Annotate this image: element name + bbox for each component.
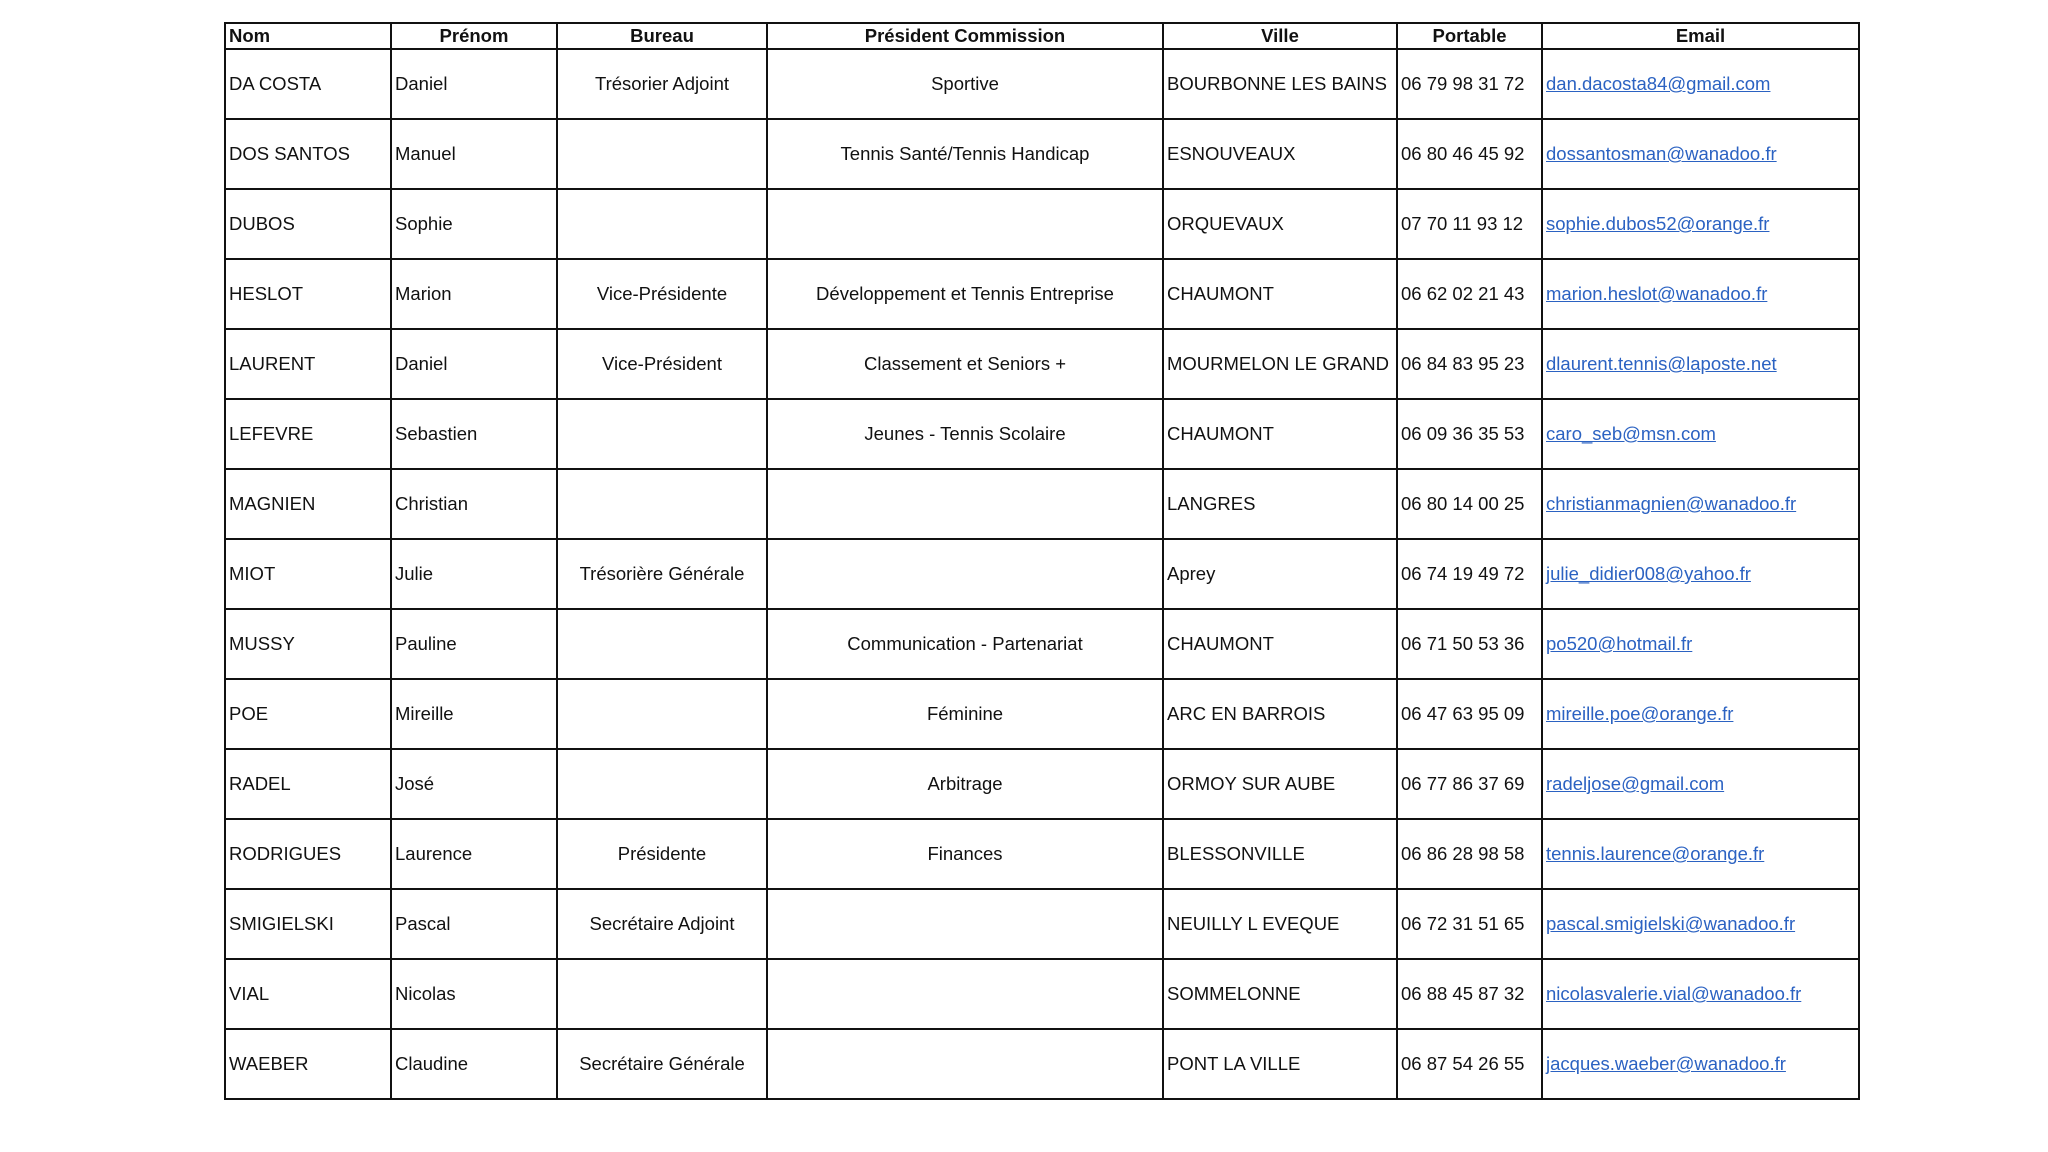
- table-row: [225, 749, 1859, 819]
- cell-nom: DUBOS: [225, 189, 391, 259]
- cell-prenom: Nicolas: [391, 959, 557, 1029]
- table-row: [225, 959, 1859, 1029]
- cell-prenom: Daniel: [391, 329, 557, 399]
- cell-ville: CHAUMONT: [1163, 609, 1397, 679]
- email-link[interactable]: dan.dacosta84@gmail.com: [1546, 73, 1771, 94]
- cell-commission: Jeunes - Tennis Scolaire: [767, 399, 1163, 469]
- cell-prenom: Christian: [391, 469, 557, 539]
- cell-nom: WAEBER: [225, 1029, 391, 1099]
- cell-portable: 06 86 28 98 58: [1397, 819, 1542, 889]
- header-commission: Président Commission: [767, 23, 1163, 49]
- table-row: [225, 1029, 1859, 1099]
- cell-nom: DA COSTA: [225, 49, 391, 119]
- cell-email: [1542, 959, 1859, 1029]
- table-row: [225, 679, 1859, 749]
- cell-email: [1542, 469, 1859, 539]
- email-link[interactable]: sophie.dubos52@orange.fr: [1546, 213, 1770, 234]
- cell-nom: SMIGIELSKI: [225, 889, 391, 959]
- cell-prenom: Mireille: [391, 679, 557, 749]
- cell-bureau: Secrétaire Générale: [557, 1029, 767, 1099]
- cell-commission: Classement et Seniors +: [767, 329, 1163, 399]
- cell-portable: 06 80 14 00 25: [1397, 469, 1542, 539]
- header-nom: Nom: [225, 23, 391, 49]
- cell-ville: ARC EN BARROIS: [1163, 679, 1397, 749]
- cell-ville: ORMOY SUR AUBE: [1163, 749, 1397, 819]
- cell-commission: [767, 469, 1163, 539]
- cell-email: [1542, 49, 1859, 119]
- email-link[interactable]: dlaurent.tennis@laposte.net: [1546, 353, 1777, 374]
- cell-email: [1542, 679, 1859, 749]
- table-row: [225, 469, 1859, 539]
- cell-nom: HESLOT: [225, 259, 391, 329]
- email-link[interactable]: julie_didier008@yahoo.fr: [1546, 563, 1751, 584]
- email-link[interactable]: caro_seb@msn.com: [1546, 423, 1716, 444]
- cell-ville: PONT LA VILLE: [1163, 1029, 1397, 1099]
- cell-email: [1542, 539, 1859, 609]
- cell-portable: 06 62 02 21 43: [1397, 259, 1542, 329]
- cell-bureau: Présidente: [557, 819, 767, 889]
- table-row: [225, 399, 1859, 469]
- header-portable: Portable: [1397, 23, 1542, 49]
- cell-ville: BLESSONVILLE: [1163, 819, 1397, 889]
- cell-email: [1542, 749, 1859, 819]
- table-row: [225, 189, 1859, 259]
- cell-prenom: Marion: [391, 259, 557, 329]
- cell-email: [1542, 1029, 1859, 1099]
- cell-nom: RODRIGUES: [225, 819, 391, 889]
- cell-ville: LANGRES: [1163, 469, 1397, 539]
- cell-portable: 06 09 36 35 53: [1397, 399, 1542, 469]
- cell-ville: SOMMELONNE: [1163, 959, 1397, 1029]
- email-link[interactable]: dossantosman@wanadoo.fr: [1546, 143, 1777, 164]
- cell-prenom: Claudine: [391, 1029, 557, 1099]
- member-table: [224, 22, 1860, 1100]
- cell-bureau: [557, 959, 767, 1029]
- cell-bureau: [557, 749, 767, 819]
- cell-bureau: [557, 609, 767, 679]
- cell-commission: Communication - Partenariat: [767, 609, 1163, 679]
- cell-commission: Tennis Santé/Tennis Handicap: [767, 119, 1163, 189]
- cell-prenom: Laurence: [391, 819, 557, 889]
- cell-prenom: Manuel: [391, 119, 557, 189]
- cell-portable: 06 87 54 26 55: [1397, 1029, 1542, 1099]
- cell-ville: ORQUEVAUX: [1163, 189, 1397, 259]
- member-directory-sheet: [224, 22, 1860, 1100]
- cell-nom: RADEL: [225, 749, 391, 819]
- cell-prenom: Daniel: [391, 49, 557, 119]
- cell-commission: Sportive: [767, 49, 1163, 119]
- table-row: [225, 539, 1859, 609]
- cell-portable: 06 77 86 37 69: [1397, 749, 1542, 819]
- email-link[interactable]: nicolasvalerie.vial@wanadoo.fr: [1546, 983, 1802, 1004]
- cell-nom: MIOT: [225, 539, 391, 609]
- email-link[interactable]: marion.heslot@wanadoo.fr: [1546, 283, 1768, 304]
- cell-email: [1542, 189, 1859, 259]
- cell-portable: 06 88 45 87 32: [1397, 959, 1542, 1029]
- cell-email: [1542, 819, 1859, 889]
- cell-bureau: Secrétaire Adjoint: [557, 889, 767, 959]
- cell-commission: Développement et Tennis Entreprise: [767, 259, 1163, 329]
- cell-portable: 07 70 11 93 12: [1397, 189, 1542, 259]
- cell-ville: BOURBONNE LES BAINS: [1163, 49, 1397, 119]
- cell-prenom: Sebastien: [391, 399, 557, 469]
- cell-bureau: [557, 469, 767, 539]
- cell-portable: 06 72 31 51 65: [1397, 889, 1542, 959]
- cell-email: [1542, 889, 1859, 959]
- cell-ville: CHAUMONT: [1163, 399, 1397, 469]
- cell-nom: VIAL: [225, 959, 391, 1029]
- cell-portable: 06 79 98 31 72: [1397, 49, 1542, 119]
- table-body: [225, 49, 1859, 1099]
- email-link[interactable]: radeljose@gmail.com: [1546, 773, 1725, 794]
- email-link[interactable]: tennis.laurence@orange.fr: [1546, 843, 1765, 864]
- email-link[interactable]: mireille.poe@orange.fr: [1546, 703, 1734, 724]
- cell-bureau: Vice-Présidente: [557, 259, 767, 329]
- cell-portable: 06 84 83 95 23: [1397, 329, 1542, 399]
- header-prenom: Prénom: [391, 23, 557, 49]
- email-link[interactable]: christianmagnien@wanadoo.fr: [1546, 493, 1797, 514]
- cell-bureau: [557, 399, 767, 469]
- cell-portable: 06 74 19 49 72: [1397, 539, 1542, 609]
- cell-portable: 06 80 46 45 92: [1397, 119, 1542, 189]
- email-link[interactable]: po520@hotmail.fr: [1546, 633, 1693, 654]
- cell-ville: MOURMELON LE GRAND: [1163, 329, 1397, 399]
- cell-ville: Aprey: [1163, 539, 1397, 609]
- cell-commission: Féminine: [767, 679, 1163, 749]
- table-row: [225, 819, 1859, 889]
- cell-nom: LAURENT: [225, 329, 391, 399]
- header-bureau: Bureau: [557, 23, 767, 49]
- header-ville: Ville: [1163, 23, 1397, 49]
- cell-commission: [767, 889, 1163, 959]
- cell-email: [1542, 399, 1859, 469]
- table-row: [225, 119, 1859, 189]
- cell-prenom: José: [391, 749, 557, 819]
- cell-nom: MUSSY: [225, 609, 391, 679]
- cell-ville: ESNOUVEAUX: [1163, 119, 1397, 189]
- table-row: [225, 259, 1859, 329]
- cell-commission: [767, 959, 1163, 1029]
- cell-email: [1542, 609, 1859, 679]
- cell-bureau: [557, 189, 767, 259]
- email-link[interactable]: jacques.waeber@wanadoo.fr: [1546, 1053, 1786, 1074]
- cell-prenom: Pascal: [391, 889, 557, 959]
- cell-prenom: Julie: [391, 539, 557, 609]
- cell-bureau: Vice-Président: [557, 329, 767, 399]
- cell-ville: CHAUMONT: [1163, 259, 1397, 329]
- cell-portable: 06 47 63 95 09: [1397, 679, 1542, 749]
- cell-commission: [767, 189, 1163, 259]
- cell-commission: [767, 1029, 1163, 1099]
- cell-nom: DOS SANTOS: [225, 119, 391, 189]
- cell-bureau: [557, 679, 767, 749]
- cell-commission: [767, 539, 1163, 609]
- cell-email: [1542, 259, 1859, 329]
- cell-ville: NEUILLY L EVEQUE: [1163, 889, 1397, 959]
- table-row: [225, 889, 1859, 959]
- cell-commission: Arbitrage: [767, 749, 1163, 819]
- cell-bureau: Trésorière Générale: [557, 539, 767, 609]
- table-row: [225, 329, 1859, 399]
- header-email: Email: [1542, 23, 1859, 49]
- cell-commission: Finances: [767, 819, 1163, 889]
- table-row: [225, 49, 1859, 119]
- table-row: [225, 609, 1859, 679]
- cell-email: [1542, 329, 1859, 399]
- cell-bureau: Trésorier Adjoint: [557, 49, 767, 119]
- cell-nom: POE: [225, 679, 391, 749]
- cell-nom: MAGNIEN: [225, 469, 391, 539]
- cell-prenom: Sophie: [391, 189, 557, 259]
- cell-bureau: [557, 119, 767, 189]
- cell-email: [1542, 119, 1859, 189]
- cell-portable: 06 71 50 53 36: [1397, 609, 1542, 679]
- cell-prenom: Pauline: [391, 609, 557, 679]
- email-link[interactable]: pascal.smigielski@wanadoo.fr: [1546, 913, 1796, 934]
- cell-nom: LEFEVRE: [225, 399, 391, 469]
- table-header-row: [225, 23, 1859, 49]
